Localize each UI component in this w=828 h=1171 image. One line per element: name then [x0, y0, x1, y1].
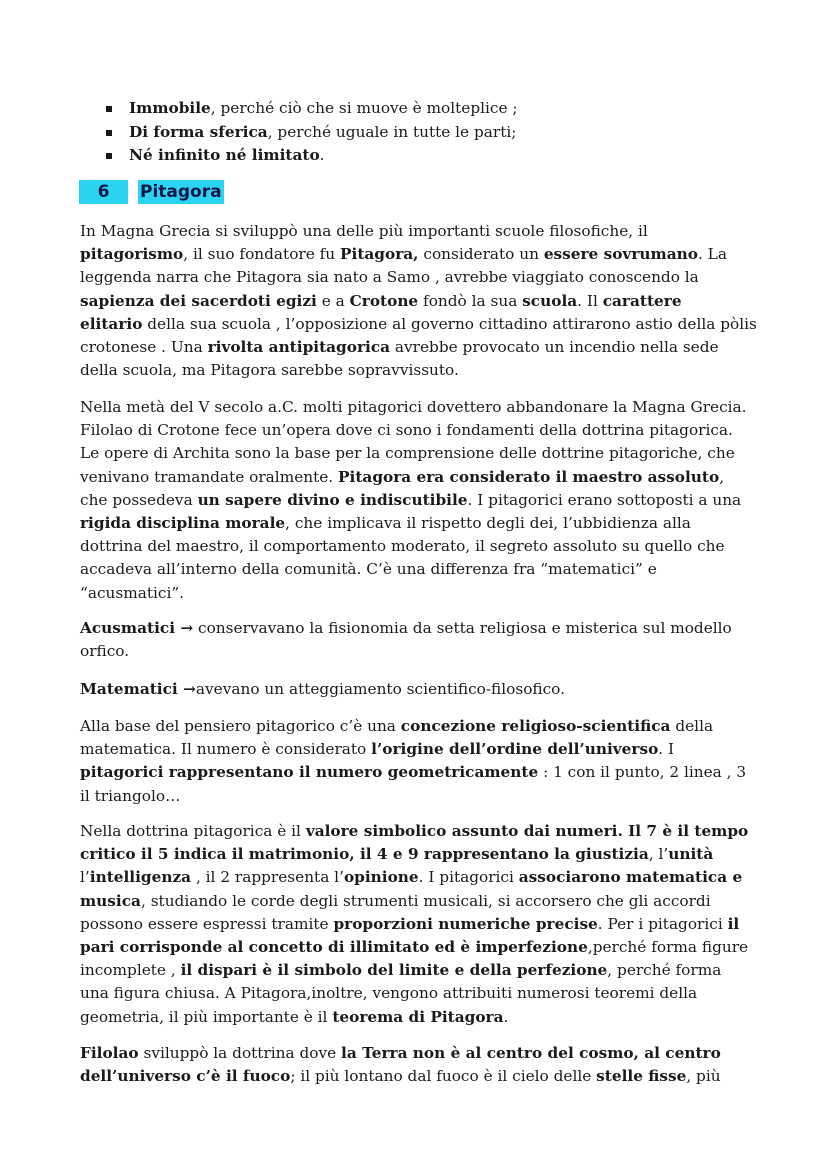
attributes-list [104, 97, 518, 168]
section-number: 6 [79, 180, 128, 204]
paragraph-symbolism: Nella dottrina pitagorica è il valore simbolico assunto dai numeri. Il 7 è il tempo critico il 5 indica il matrimonio, il 4 e 9 rappresentano la giustizia, l’unità l’intelligenza , il 2 rappresenta l’opinione. I pitagorici associarono matematica e musica, studiando le corde degli strumenti musicali, si accorsero che gli accordi possono essere espressi tramite proporzioni numeriche precise. Per i pitagorici il pari corrisponde al concetto di illimitato ed è imperfezione,perché forma figure incomplete , il dispari è il simbolo del limite e della perfezione, perché forma una figura chiusa. A Pitagora,inoltre, vengono attribuiti numerosi teoremi della geometria, il più importante è il teorema di Pitagora. [80, 822, 749, 1026]
paragraph-numbers: Alla base del pensiero pitagorico c’è una concezione religioso-scientifica della matematica. Il numero è considerato l’origine dell’ordine dell’universo. I pitagorici rappresentano il numero geometricamente : 1 con il punto, 2 linea , 3 il triangolo… [80, 717, 747, 805]
paragraph-acusmatici: Acusmatici → conservavano la fisionomia da setta religiosa e misterica sul modello orfico. [80, 619, 732, 661]
paragraph-filolao: Filolao sviluppò la dottrina dove la Terra non è al centro del cosmo, al centro dell’universo c’è il fuoco; il più lontano dal fuoco è il cielo delle stelle fisse, più [80, 1044, 721, 1086]
paragraph-matematici: Matematici →avevano un atteggiamento scientifico-filosofico. [80, 680, 565, 698]
list-item: Di forma sferica, perché uguale in tutte le parti; [104, 121, 518, 145]
paragraph-history: Nella metà del V secolo a.C. molti pitagorici dovettero abbandonare la Magna Grecia. Filolao di Crotone fece un’opera dove ci sono i fondamenti della dottrina pitagorica. Le opere di Archita sono la base per la comprensione delle dottrine pitagoriche, che venivano tramandate oralmente. Pitagora era considerato il maestro assoluto, che possedeva un sapere divino e indiscutibile. I pitagorici erano sottoposti a una rigida disciplina morale, che implicava il rispetto degli dei, l’ubbidienza alla dottrina del maestro, il comportamento moderato, il segreto assoluto su quello che accadeva all’interno della comunità. C’è una differenza fra “matematici” e “acusmatici”. [80, 398, 747, 602]
list-item: Né infinito né limitato. [104, 144, 518, 168]
section-heading [79, 180, 224, 204]
list-item: Immobile, perché ciò che si muove è molteplice ; [104, 97, 518, 121]
section-title: Pitagora [140, 182, 222, 202]
paragraph-intro: In Magna Grecia si sviluppò una delle più importanti scuole filosofiche, il pitagorismo, il suo fondatore fu Pitagora, considerato un essere sovrumano. La leggenda narra che Pitagora sia nato a Samo , avrebbe viaggiato conoscendo la sapienza dei sacerdoti egizi e a Crotone fondò la sua scuola. Il carattere elitario della sua scuola , l’opposizione al governo cittadino attirarono astio della pòlis crotonese . Una rivolta antipitagorica avrebbe provocato un incendio nella sede della scuola, ma Pitagora sarebbe sopravvissuto. [80, 222, 757, 380]
